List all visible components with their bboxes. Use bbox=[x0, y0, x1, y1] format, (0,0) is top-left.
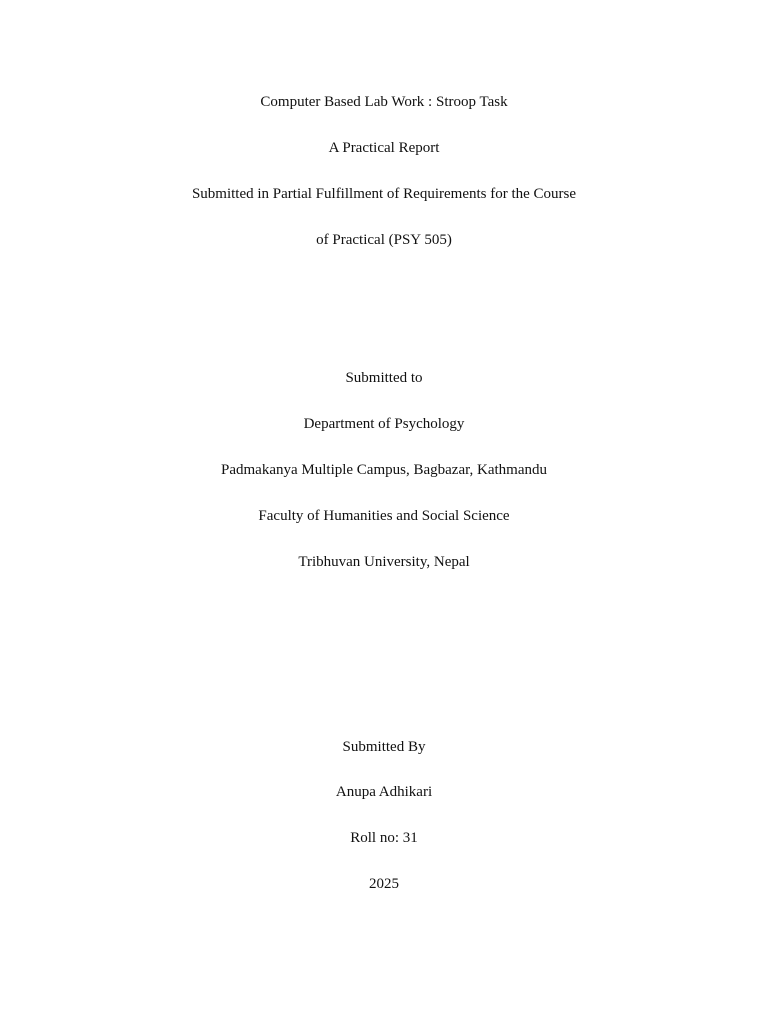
submitted-by-label: Submitted By bbox=[342, 739, 426, 755]
fulfillment-statement-line-2: of Practical (PSY 505) bbox=[316, 232, 452, 248]
roll-number: Roll no: 31 bbox=[350, 830, 418, 846]
faculty-name: Faculty of Humanities and Social Science bbox=[258, 508, 510, 524]
author-name: Anupa Adhikari bbox=[335, 784, 433, 800]
report-subtitle: A Practical Report bbox=[328, 140, 440, 156]
submitted-to-label: Submitted to bbox=[345, 370, 423, 386]
fulfillment-statement-line-1: Submitted in Partial Fulfillment of Requirements for the Course bbox=[191, 186, 577, 202]
report-title: Computer Based Lab Work : Stroop Task bbox=[260, 94, 508, 110]
submission-year: 2025 bbox=[369, 876, 399, 892]
university-name: Tribhuvan University, Nepal bbox=[298, 554, 470, 570]
campus-name: Padmakanya Multiple Campus, Bagbazar, Kathmandu bbox=[221, 462, 547, 478]
department-name: Department of Psychology bbox=[303, 416, 465, 432]
